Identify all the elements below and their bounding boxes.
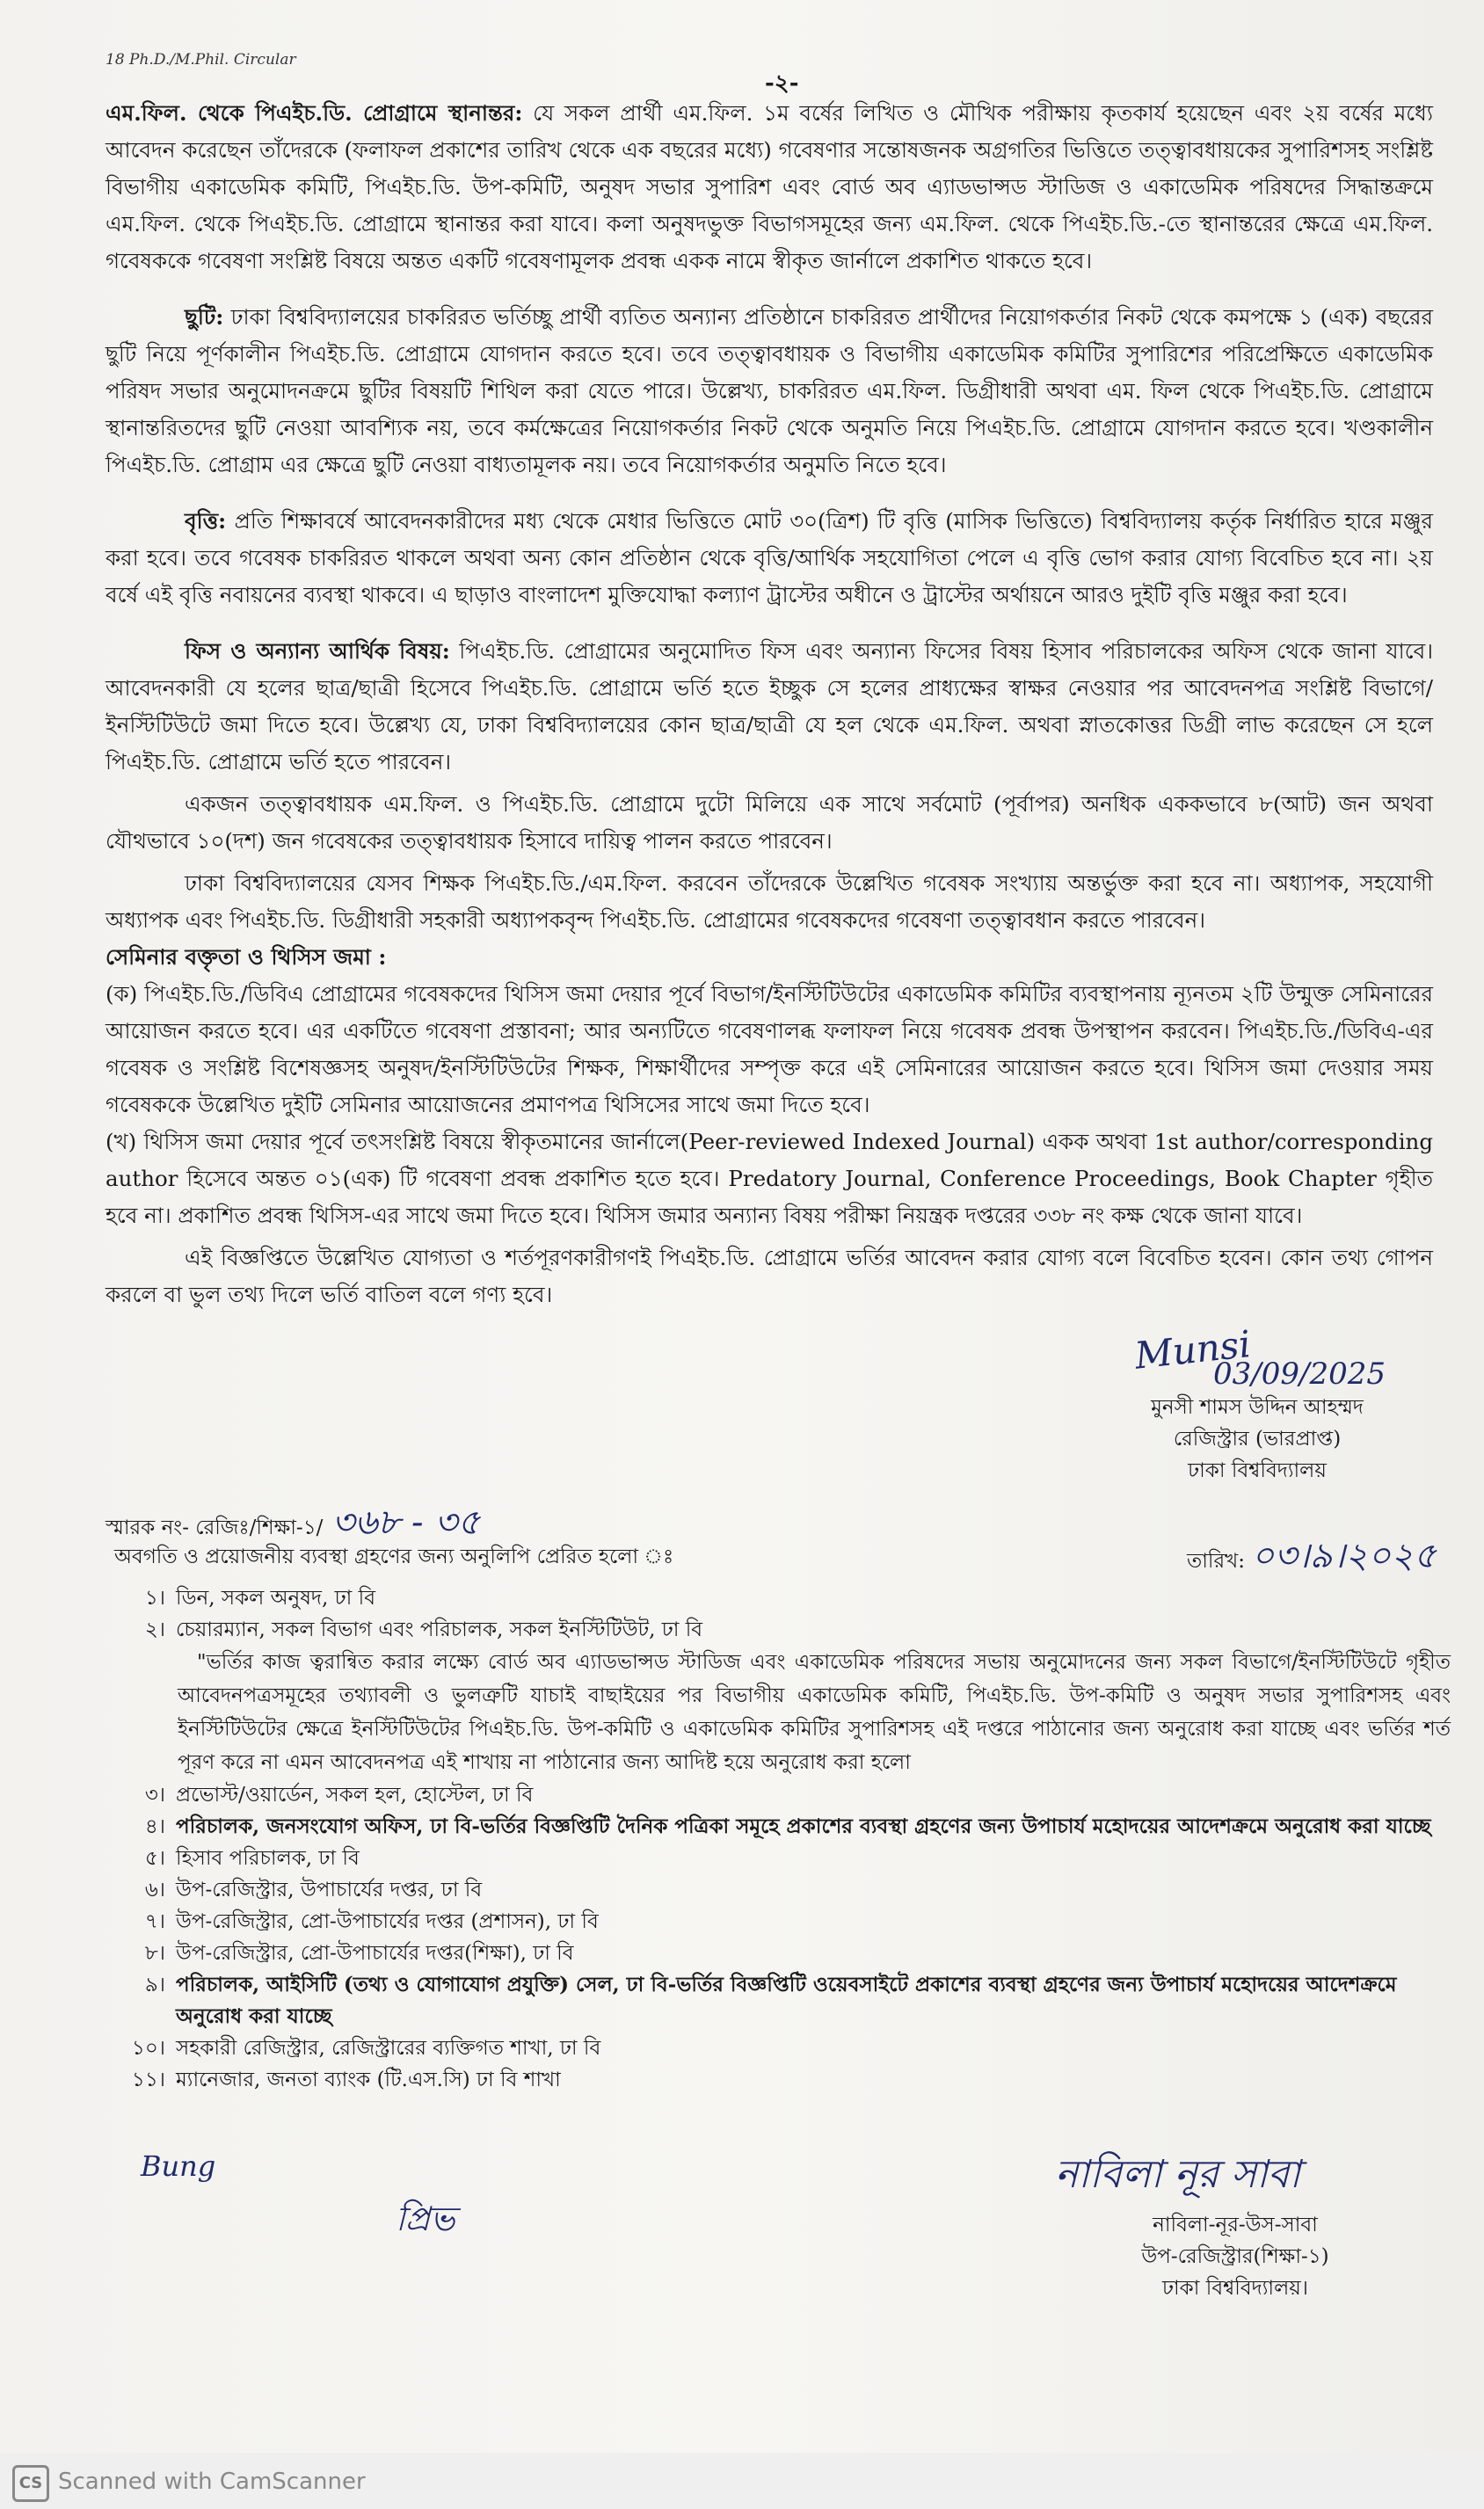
para-scholarship xyxy=(105,503,1433,614)
list-item-text: ডিন, সকল অনুষদ, ঢা বি xyxy=(176,1587,375,1610)
list-item xyxy=(105,1811,1451,1843)
list-item-number: ৯। xyxy=(144,1974,165,1996)
signature-block-deputy-registrar xyxy=(1037,2145,1433,2304)
registrar-title: রেজিস্ট্রার (ভারপ্রাপ্ত) xyxy=(1173,1428,1342,1451)
para-leave xyxy=(105,299,1433,484)
initial-left: Bung xyxy=(141,2149,216,2183)
circular-body xyxy=(105,95,1433,1333)
camscanner-footer xyxy=(0,2453,1484,2509)
list-item-number: ১। xyxy=(144,1587,165,1610)
para-supervisor-limit: একজন তত্ত্বাবধায়ক এম.ফিল. ও পিএইচ.ডি. প্রোগ্রামে দুটো মিলিয়ে এক সাথে সর্বমোট (পূর্বাপর) অনধিক এককভাবে ৮(আট) জন অথবা যৌথভাবে ১০(দশ) জন গবেষকের তত্ত্বাবধায়ক হিসাবে দায়িত্ব পালন করতে পারবেন। xyxy=(105,791,1433,854)
list-item-text: সহকারী রেজিস্ট্রার, রেজিস্ট্রারের ব্যক্তিগত শাখা, ঢা বি xyxy=(176,2037,601,2060)
page-number: -২- xyxy=(765,70,799,97)
list-item xyxy=(105,1969,1451,2033)
recipient-list xyxy=(105,1582,1451,2096)
memo-number-hand: ৩৬৮ - ৩৫ xyxy=(331,1502,481,1543)
para-closing: এই বিজ্ঞপ্তিতে উল্লেখিত যোগ্যতা ও শর্তপূরণকারীগণই পিএইচ.ডি. প্রোগ্রামে ভর্তির আবেদন করার যোগ্য বলে বিবেচিত হবেন। কোন তথ্য গোপন করলে বা ভুল তথ্য দিলে ভর্তি বাতিল বলে গণ্য হবে। xyxy=(105,1245,1433,1307)
list-item-number: ২। xyxy=(144,1618,165,1641)
deputy-registrar-name: নাবিলা-নূর-উস-সাবা xyxy=(1153,2214,1318,2236)
list-item-number: ৩। xyxy=(144,1784,165,1807)
list-item-text: প্রভোস্ট/ওয়ার্ডেন, সকল হল, হোস্টেল, ঢা বি xyxy=(176,1784,534,1807)
list-item-text: ম্যানেজার, জনতা ব্যাংক (টি.এস.সি) ঢা বি শাখা xyxy=(176,2069,561,2091)
para-teachers: ঢাকা বিশ্ববিদ্যালয়ের যেসব শিক্ষক পিএইচ.ডি./এম.ফিল. করবেন তাঁদেরকে উল্লেখিত গবেষক সংখ্যায় অন্তর্ভুক্ত করা হবে না। অধ্যাপক, সহযোগী অধ্যাপক এবং পিএইচ.ডি. ডিগ্রীধারী সহকারী অধ্যাপকবৃন্দ পিএইচ.ডি. প্রোগ্রামের গবেষকদের গবেষণা তত্ত্বাবধান করতে পারবেন। xyxy=(105,870,1433,933)
para-leave-text: ঢাকা বিশ্ববিদ্যালয়ের চাকরিরত ভর্তিচ্ছু প্রার্থী ব্যতিত অন্যান্য প্রতিষ্ঠানে চাকরিরত প্রার্থীদের নিয়োগকর্তার নিকট থেকে কমপক্ষে ১ (এক) বছরের ছুটি নিয়ে পূর্ণকালীন পিএইচ.ডি. প্রোগ্রামে যোগদান করতে হবে। তবে তত্ত্বাবধায়ক ও বিভাগীয় একাডেমিক কমিটির সুপারিশের পরিপ্রেক্ষিতে একাডেমিক পরিষদ সভার অনুমোদনক্রমে ছুটির বিষয়টি শিথিল করা যেতে পারে। উল্লেখ্য, চাকরিরত এম.ফিল. ডিগ্রীধারী অথবা এম. ফিল থেকে পিএইচ.ডি. প্রোগ্রামে স্থানান্তরিতদের ছুটি নেওয়া আবশ্যিক নয়, তবে কর্মক্ষেত্রের নিয়োগকর্তার নিকট থেকে অনুমতি নিয়ে পিএইচ.ডি. প্রোগ্রামে যোগদান করতে হবে। খণ্ডকালীন পিএইচ.ডি. প্রোগ্রাম এর ক্ষেত্রে ছুটি নেওয়া বাধ্যতামূলক নয়। তবে নিয়োগকর্তার অনুমতি নিতে হবে। xyxy=(105,304,1433,477)
para-transfer-text: যে সকল প্রার্থী এম.ফিল. ১ম বর্ষের লিখিত ও মৌখিক পরীক্ষায় কৃতকার্য হয়েছেন এবং ২য় বর্ষের মধ্যে আবেদন করেছেন তাঁদেরকে (ফলাফল প্রকাশের তারিখ থেকে এক বছরের মধ্যে) গবেষণার সন্তোষজনক অগ্রগতির ভিত্তিতে তত্ত্বাবধায়কের সুপারিশসহ সংশ্লিষ্ট বিভাগীয় একাডেমিক কমিটি, পিএইচ.ডি. উপ-কমিটি, অনুষদ সভার সুপারিশ এবং বোর্ড অব এ্যাডভান্সড স্টাডিজ ও একাডেমিক পরিষদের সিদ্ধান্তক্রমে এম.ফিল. থেকে পিএইচ.ডি. প্রোগ্রামে স্থানান্তর করা যাবে। কলা অনুষদভুক্ত বিভাগসমূহের জন্য এম.ফিল. থেকে পিএইচ.ডি.-তে স্থানান্তরের ক্ষেত্রে এম.ফিল. গবেষককে গবেষণা সংশ্লিষ্ট বিষয়ে অন্তত একটি গবেষণামূলক প্রবন্ধ একক নামে স্বীকৃত জার্নালে প্রকাশিত থাকতে হবে। xyxy=(105,100,1433,273)
para-fees-text: পিএইচ.ডি. প্রোগ্রামের অনুমোদিত ফিস এবং অন্যান্য ফিসের বিষয় হিসাব পরিচালকের অফিস থেকে জানা যাবে। আবেদনকারী যে হলের ছাত্র/ছাত্রী হিসেবে পিএইচ.ডি. প্রোগ্রামে ভর্তি হতে ইচ্ছুক সে হলের প্রাধ্যক্ষের স্বাক্ষর নেওয়ার পর আবেদনপত্র সংশ্লিষ্ট বিভাগে/ইনস্টিটিউটে জমা দিতে হবে। উল্লেখ্য যে, ঢাকা বিশ্ববিদ্যালয়ের কোন ছাত্র/ছাত্রী যে হল থেকে এম.ফিল. অথবা স্নাতকোত্তর ডিগ্রী লাভ করেছেন সে হলে পিএইচ.ডি. প্রোগ্রামে ভর্তি হতে পারবেন। xyxy=(105,638,1433,775)
list-item-text: হিসাব পরিচালক, ঢা বি xyxy=(176,1847,360,1870)
list-item xyxy=(105,1938,1451,1969)
list-item-number: ১১। xyxy=(131,2069,165,2091)
registrar-org: ঢাকা বিশ্ববিদ্যালয় xyxy=(1188,1459,1327,1482)
memo-date-label: তারিখ: xyxy=(1187,1550,1246,1573)
para-transfer-heading: এম.ফিল. থেকে পিএইচ.ডি. প্রোগ্রামে স্থানান্তর: xyxy=(105,100,523,126)
initial-middle: প্রিভ xyxy=(396,2200,455,2238)
list-item xyxy=(105,2033,1451,2064)
header-mark: 18 Ph.D./M.Phil. Circular xyxy=(105,51,296,69)
deputy-registrar-signature: নাবিলা নূর সাবা xyxy=(1055,2152,1301,2197)
list-item-text: উপ-রেজিস্ট্রার, প্রো-উপাচার্যের দপ্তর(শিক্ষা), ঢা বি xyxy=(176,1942,574,1965)
registrar-name: মুনসী শামস উদ্দিন আহম্মদ xyxy=(1151,1396,1364,1419)
para-scholarship-heading: বৃত্তি: xyxy=(185,508,227,534)
deputy-registrar-title: উপ-রেজিস্ট্রার(শিক্ষা-১) xyxy=(1141,2245,1329,2268)
copy-intro: অবগতি ও প্রয়োজনীয় ব্যবস্থা গ্রহণের জন্য অনুলিপি প্রেরিত হলো ঃ xyxy=(114,1545,674,1568)
list-item-number: ৬। xyxy=(144,1879,165,1902)
camscanner-logo-icon: CS xyxy=(12,2465,49,2502)
camscanner-watermark: Scanned with CamScanner xyxy=(58,2469,366,2495)
list-item-text: উপ-রেজিস্ট্রার, উপাচার্যের দপ্তর, ঢা বি xyxy=(176,1879,483,1902)
list-item xyxy=(105,1779,1451,1811)
para-seminar-ka: (ক) পিএইচ.ডি./ডিবিএ প্রোগ্রামের গবেষকদের থিসিস জমা দেয়ার পূর্বে বিভাগ/ইনস্টিটিউটের একাডেমিক কমিটির ব্যবস্থাপনায় ন্যূনতম ২টি উন্মুক্ত সেমিনারের আয়োজন করতে হবে। এর একটিতে গবেষণা প্রস্তাবনা; আর অন্যটিতে গবেষণালব্ধ ফলাফল নিয়ে গবেষক প্রবন্ধ উপস্থাপন করবেন। পিএইচ.ডি./ডিবিএ-এর গবেষক ও সংশ্লিষ্ট বিশেষজ্ঞসহ অনুষদ/ইনস্টিটিউটের শিক্ষক, শিক্ষার্থীদের সম্পৃক্ত করে এই সেমিনারের আয়োজন করতে হবে। থিসিস জমা দেওয়ার সময় গবেষককে উল্লেখিত দুইটি সেমিনার আয়োজনের প্রমাণপত্র থিসিসের সাথে জমা দিতে হবে। xyxy=(105,981,1433,1117)
list-item-text: চেয়ারম্যান, সকল বিভাগ এবং পরিচালক, সকল ইনস্টিটিউট, ঢা বি xyxy=(176,1618,703,1641)
list-item xyxy=(105,1906,1451,1938)
list-item-number: ৮। xyxy=(144,1942,165,1965)
para-scholarship-text: প্রতি শিক্ষাবর্ষে আবেদনকারীদের মধ্য থেকে মেধার ভিত্তিতে মোট ৩০(ত্রিশ) টি বৃত্তি (মাসিক ভিত্তিতে) বিশ্ববিদ্যালয় কর্তৃক নির্ধারিত হারে মঞ্জুর করা হবে। তবে গবেষক চাকরিরত থাকলে অথবা অন্য কোন প্রতিষ্ঠান থেকে বৃত্তি/আর্থিক সহযোগিতা পেলে এ বৃত্তি ভোগ করার যোগ্য বিবেচিত হবে না। ২য় বর্ষে এই বৃত্তি নবায়নের ব্যবস্থা থাকবে। এ ছাড়াও বাংলাদেশ মুক্তিযোদ্ধা কল্যাণ ট্রাস্টের অধীনে ও ট্রাস্টের অর্থায়নে আরও দুইটি বৃত্তি মঞ্জুর করা হবে। xyxy=(105,508,1433,607)
signature-block-registrar xyxy=(1081,1319,1433,1487)
memo-date-hand: ০৩।৯।২০২৫ xyxy=(1251,1536,1437,1576)
memo-label: স্মারক নং- রেজিঃ/শিক্ষা-১/ xyxy=(105,1516,324,1539)
list-item xyxy=(105,1843,1451,1874)
para-fees xyxy=(105,633,1433,781)
list-item-text: উপ-রেজিস্ট্রার, প্রো-উপাচার্যের দপ্তর (প্রশাসন), ঢা বি xyxy=(176,1910,599,1933)
registrar-signature: Munsi xyxy=(1132,1322,1253,1378)
list-item-text: পরিচালক, আইসিটি (তথ্য ও যোগাযোগ প্রযুক্তি) সেল, ঢা বি-ভর্তির বিজ্ঞপ্তিটি ওয়েবসাইটে প্রকাশের ব্যবস্থা গ্রহণের জন্য উপাচার্য মহোদয়ের আদেশক্রমে অনুরোধ করা যাচ্ছে xyxy=(176,1973,1397,2028)
list-item xyxy=(105,1874,1451,1906)
para-transfer xyxy=(105,95,1433,280)
para-fees-heading: ফিস ও অন্যান্য আর্থিক বিষয়: xyxy=(185,638,450,664)
para-leave-heading: ছুটি: xyxy=(185,304,224,330)
list-item-number: ৭। xyxy=(144,1910,165,1933)
recipient-2-instruction: "ভর্তির কাজ ত্বরান্বিত করার লক্ষ্যে বোর্ড অব এ্যাডভান্সড স্টাডিজ এবং একাডেমিক পরিষদের সভায় অনুমোদনের জন্য সকল বিভাগে/ইনস্টিটিউটে গৃহীত আবেদনপত্রসমূহের তথ্যাবলী ও ভুলত্রুটি যাচাই বাছাইয়ের পর বিভাগীয় একাডেমিক কমিটি, পিএইচ.ডি. উপ-কমিটি ও অনুষদ সভার সুপারিশসহ এবং ইনস্টিটিউটের ক্ষেত্রে ইনস্টিটিউটের পিএইচ.ডি. উপ-কমিটি ও একাডেমিক কমিটির সুপারিশসহ এই দপ্তরে পাঠানোর জন্য অনুরোধ করা যাচ্ছে এবং ভর্তির শর্ত পূরণ করে না এমন আবেদনপত্র এই শাখায় না পাঠানোর জন্য আদিষ্ট হয়ে অনুরোধ করা হলো xyxy=(178,1651,1451,1774)
list-item-number: ১০। xyxy=(131,2037,165,2060)
list-item-number: ৫। xyxy=(144,1847,165,1870)
list-item xyxy=(105,2064,1451,2096)
registrar-signature-date: 03/09/2025 xyxy=(1213,1356,1386,1392)
list-item xyxy=(105,1614,1451,1646)
memo-date xyxy=(1187,1528,1437,1587)
seminar-heading: সেমিনার বক্তৃতা ও থিসিস জমা : xyxy=(105,944,387,970)
list-item-text: পরিচালক, জনসংযোগ অফিস, ঢা বি-ভর্তির বিজ্ঞপ্তিটি দৈনিক পত্রিকা সমূহে প্রকাশের ব্যবস্থা গ্রহণের জন্য উপাচার্য মহোদয়ের আদেশক্রমে অনুরোধ করা যাচ্ছে xyxy=(176,1814,1431,1838)
list-item-number: ৪। xyxy=(144,1815,165,1838)
list-item xyxy=(105,1582,1451,1614)
para-seminar-kha: (খ) থিসিস জমা দেয়ার পূর্বে তৎসংশ্লিষ্ট বিষয়ে স্বীকৃতমানের জার্নালে(Peer-reviewed Indexed Journal) একক অথবা 1st author/corresponding author হিসেবে অন্তত ০১(এক) টি গবেষণা প্রবন্ধ প্রকাশিত হতে হবে। Predatory Journal, Conference Proceedings, Book Chapter গৃহীত হবে না। প্রকাশিত প্রবন্ধ থিসিস-এর সাথে জমা দিতে হবে। থিসিস জমার অন্যান্য বিষয় পরীক্ষা নিয়ন্ত্রক দপ্তরের ৩৩৮ নং কক্ষ থেকে জানা যাবে। xyxy=(105,1129,1433,1228)
deputy-registrar-org: ঢাকা বিশ্ববিদ্যালয়। xyxy=(1162,2277,1308,2300)
